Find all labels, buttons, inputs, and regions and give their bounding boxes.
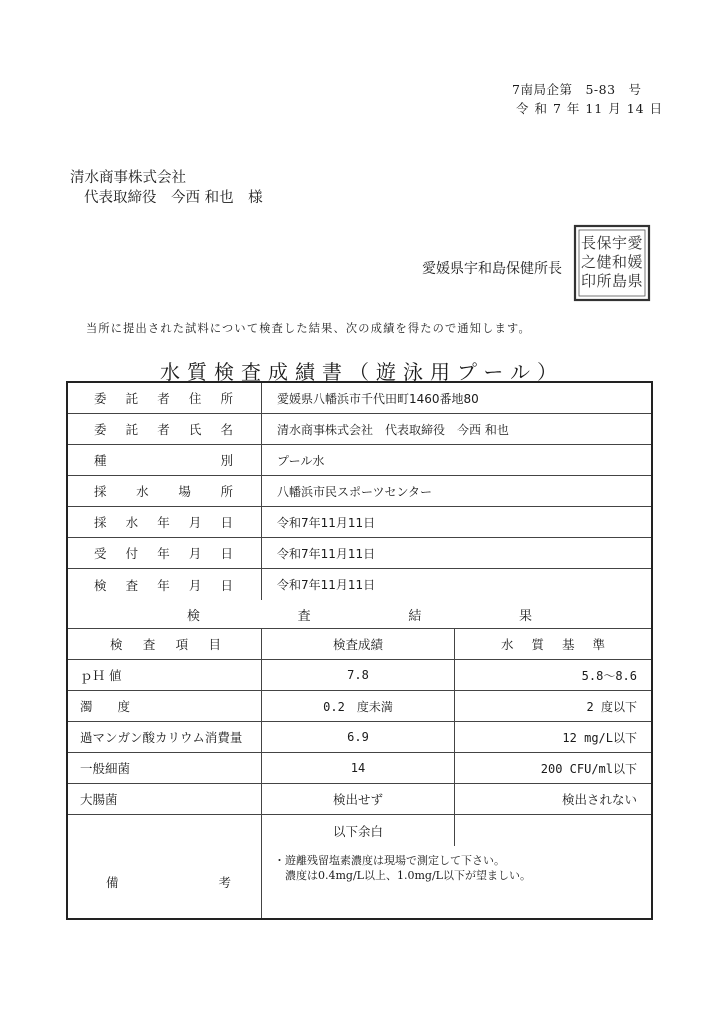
label-char: 結	[408, 608, 422, 624]
info-label	[68, 383, 262, 413]
info-value: 八幡浜市民スポーツセンター	[277, 484, 433, 499]
info-value: プール水	[277, 453, 325, 468]
label-char: 備	[106, 875, 119, 890]
label-char: 水	[136, 484, 149, 499]
label-char: 月	[188, 546, 202, 561]
result-standard: 200 CFU/ml以下	[540, 761, 637, 776]
result-value: 検出せず	[262, 784, 455, 814]
label-char: 目	[208, 637, 221, 652]
official-seal-icon	[573, 224, 651, 302]
label-char: 月	[188, 577, 202, 593]
seal-char: 宇	[611, 234, 628, 252]
result-item	[68, 815, 262, 846]
info-label	[68, 538, 262, 568]
result-value: 6.9	[262, 722, 455, 752]
label-char: 年	[157, 546, 170, 561]
label-char: 採	[94, 515, 107, 530]
issue-date: 令 和 7 年 11 月 14 日	[516, 101, 664, 116]
result-standard	[455, 815, 651, 846]
info-row	[68, 569, 651, 600]
label-char: 査	[125, 577, 139, 593]
label-char: 日	[220, 577, 233, 593]
label-char: 査	[142, 637, 156, 652]
document-title: 水質検査成績書（遊泳用プール）	[160, 360, 564, 384]
label-char: 考	[218, 875, 231, 890]
info-label	[68, 414, 262, 444]
issuer-name: 愛媛県宇和島保健所長	[422, 261, 562, 277]
result-value: 0.2 度未満	[262, 691, 455, 721]
remarks-text	[262, 846, 651, 918]
info-value: 清水商事株式会社 代表取締役 今西 和也	[277, 422, 509, 437]
column-header-result: 検査成績	[262, 629, 455, 659]
seal-char: 愛	[627, 234, 643, 252]
info-label	[68, 569, 262, 600]
column-header-standard	[455, 629, 651, 659]
result-row	[68, 784, 651, 815]
label-char: 者	[157, 422, 170, 437]
label-char: 月	[188, 515, 202, 530]
recipient-company: 清水商事株式会社	[70, 170, 186, 186]
inspection-table	[66, 381, 653, 920]
label-char: 果	[518, 608, 532, 624]
label-char: 委	[94, 422, 107, 437]
label-char: 水	[125, 515, 139, 530]
info-row	[68, 507, 651, 538]
seal-char: 所	[596, 272, 612, 290]
result-item: 一般細菌	[68, 753, 262, 783]
label-char: 検	[94, 577, 107, 593]
info-row	[68, 414, 651, 445]
label-char: 日	[220, 546, 233, 561]
result-row	[68, 753, 651, 784]
recipient-person: 代表取締役 今西 和也 様	[84, 190, 263, 206]
remarks-label	[68, 846, 262, 918]
result-standard: 12 mg/L以下	[562, 730, 637, 745]
result-standard: 検出されない	[561, 792, 637, 807]
seal-char: 健	[596, 253, 612, 271]
result-row	[68, 691, 651, 722]
label-char: 所	[220, 484, 233, 499]
results-header-row	[68, 629, 651, 660]
label-char: 年	[157, 515, 170, 530]
seal-char: 印	[580, 272, 597, 290]
label-char: 準	[592, 637, 605, 652]
info-row	[68, 383, 651, 414]
result-item: 過マンガン酸カリウム消費量	[68, 722, 262, 752]
label-char: 水	[501, 637, 514, 652]
info-section	[68, 383, 651, 600]
seal-char: 媛	[627, 253, 643, 271]
label-char: 者	[157, 391, 170, 406]
column-header-item	[68, 629, 262, 659]
result-item: ｐＨ 値	[68, 660, 262, 690]
result-row	[68, 722, 651, 753]
label-char: 種	[94, 453, 107, 468]
info-row	[68, 445, 651, 476]
label-char: 託	[125, 391, 139, 406]
label-char: 住	[188, 391, 202, 406]
info-row	[68, 476, 651, 507]
label-char: 採	[94, 484, 107, 499]
document-number: 7南局企第 5-83 号	[512, 82, 642, 97]
label-char: 項	[175, 637, 189, 652]
result-value: 以下余白	[262, 815, 455, 846]
label-char: 検	[110, 637, 123, 652]
result-value: 14	[262, 753, 455, 783]
info-value: 令和7年11月11日	[277, 515, 376, 530]
label-char: 年	[157, 577, 170, 593]
info-label	[68, 507, 262, 537]
result-item: 大腸菌	[68, 784, 262, 814]
result-row	[68, 815, 651, 846]
remarks-row	[68, 846, 651, 918]
label-char: 名	[220, 422, 233, 437]
results-section	[68, 660, 651, 846]
result-standard: 2 度以下	[586, 699, 637, 714]
info-value: 愛媛県八幡浜市千代田町1460番地80	[277, 391, 479, 406]
seal-char: 保	[596, 234, 612, 252]
remarks-line-1: ・遊離残留塩素濃度は現場で測定して下さい。	[274, 854, 505, 867]
result-item: 濁 度	[68, 691, 262, 721]
remarks-line-2: 濃度は0.4mg/L以上、1.0mg/L以下が望ましい。	[274, 869, 531, 882]
label-char: 受	[94, 546, 107, 561]
seal-char: 長	[580, 234, 597, 252]
label-char: 質	[531, 637, 544, 652]
seal-char: 和	[611, 253, 628, 271]
label-char: 査	[297, 608, 311, 624]
results-heading-row	[68, 600, 651, 629]
label-char: 託	[125, 422, 139, 437]
seal-char: 之	[580, 253, 597, 271]
info-label	[68, 445, 262, 475]
result-row	[68, 660, 651, 691]
info-value: 令和7年11月11日	[277, 546, 376, 561]
label-char: 別	[220, 453, 233, 468]
label-char: 委	[94, 391, 107, 406]
results-heading	[68, 600, 651, 628]
label-char: 付	[125, 546, 139, 561]
label-char: 基	[561, 637, 575, 652]
notice-text: 当所に提出された試料について検査した結果、次の成績を得たので通知します。	[86, 322, 531, 335]
result-value: 7.8	[262, 660, 455, 690]
label-char: 所	[220, 391, 233, 406]
info-row	[68, 538, 651, 569]
label-char: 検	[187, 608, 201, 624]
result-standard: 5.8～8.6	[581, 668, 637, 683]
seal-char: 島	[611, 272, 628, 290]
label-char: 場	[178, 484, 191, 499]
seal-char: 県	[627, 272, 643, 290]
label-char: 日	[220, 515, 233, 530]
label-char: 氏	[188, 422, 202, 437]
info-value: 令和7年11月11日	[277, 578, 376, 592]
info-label	[68, 476, 262, 506]
